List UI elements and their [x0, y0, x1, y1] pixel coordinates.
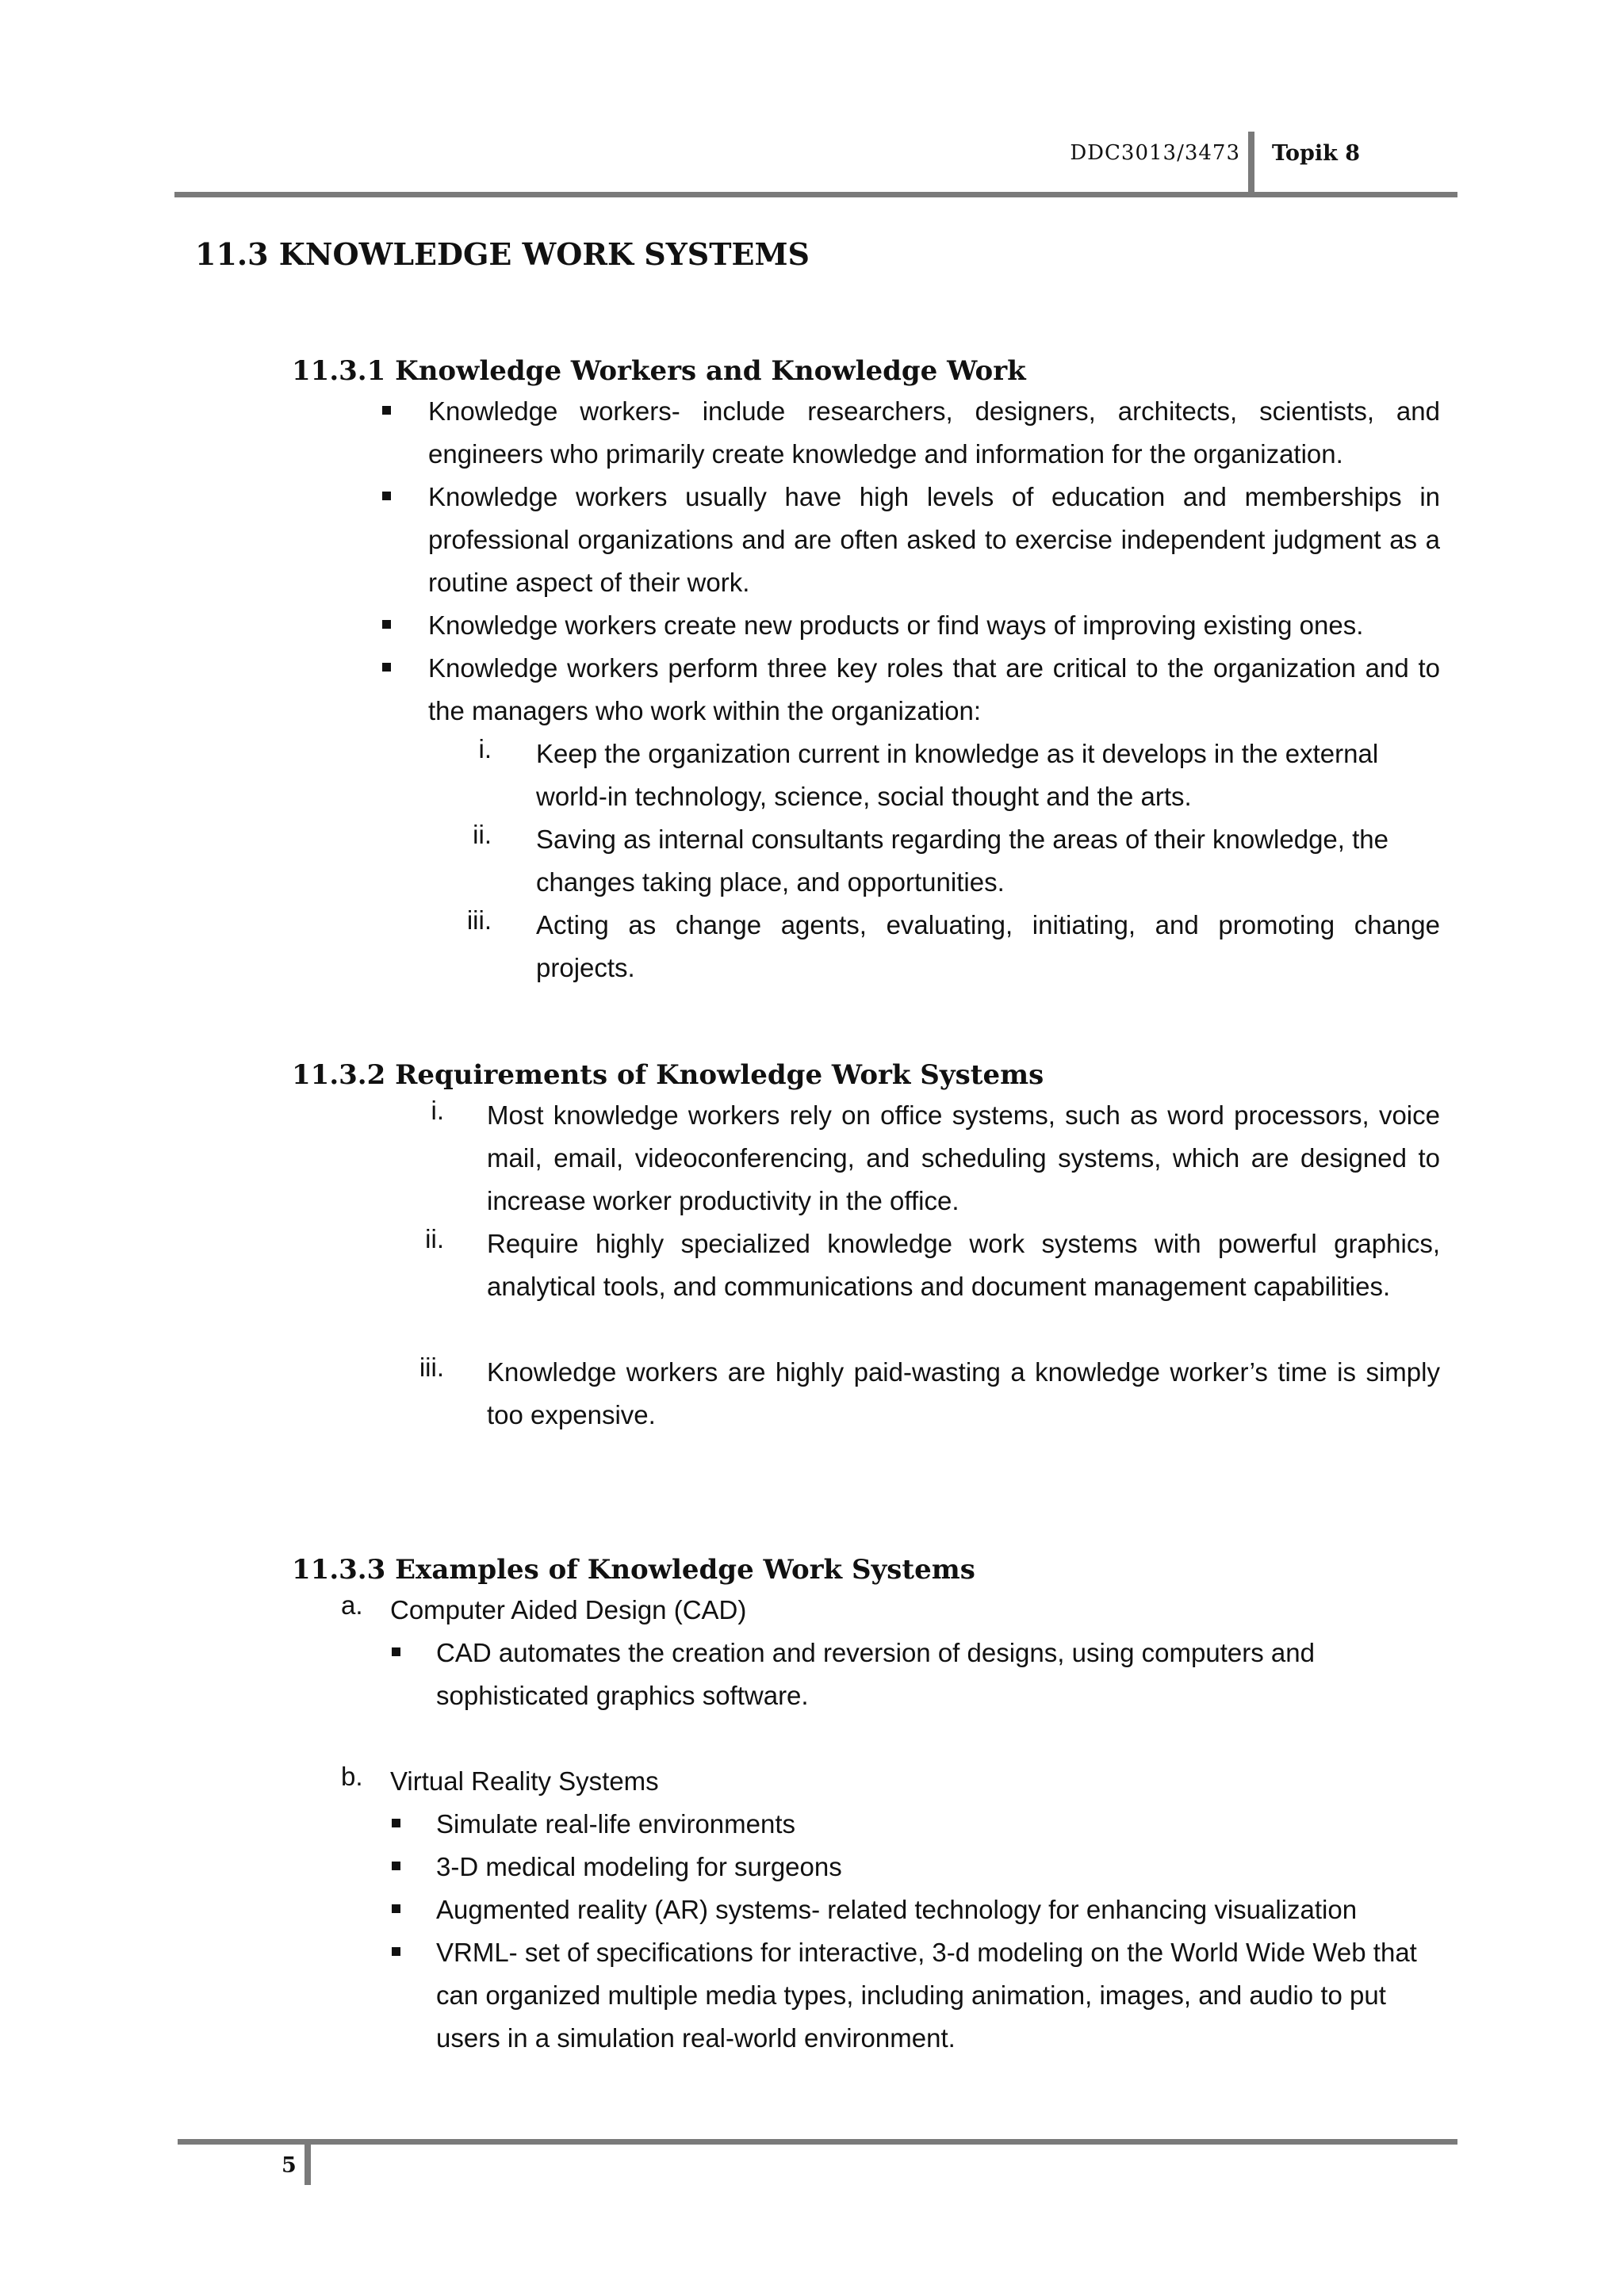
subsection-heading-knowledge-workers: 11.3.1 Knowledge Workers and Knowledge Work: [292, 355, 1026, 387]
header-divider: [1248, 132, 1254, 193]
bullet-marker: [392, 1947, 400, 1956]
bullet-item: Knowledge workers- include researchers, designers, architects, scientists, and engineers who primarily create knowledge and information for the organization.: [428, 396, 1440, 469]
role-item: Acting as change agents, evaluating, initiating, and promoting change projects.: [536, 910, 1440, 982]
alpha-marker: b.: [341, 1762, 363, 1791]
bullet-item: Knowledge workers perform three key roles that are critical to the organization and to the managers who work within the organization:: [428, 653, 1440, 725]
bullet-marker: [392, 1819, 400, 1827]
roman-marker: iii.: [466, 905, 492, 935]
bullet-item: 3-D medical modeling for surgeons: [436, 1852, 842, 1881]
bullet-item: Knowledge workers create new products or find ways of improving existing ones.: [428, 610, 1364, 640]
bullet-item: Augmented reality (AR) systems- related technology for enhancing visualization: [436, 1895, 1358, 1924]
bullet-marker: [382, 663, 391, 672]
roman-marker: ii.: [473, 820, 492, 849]
role-item: Keep the organization current in knowledge as it develops in the external world-in technology, science, social thought and the arts.: [536, 739, 1379, 811]
roman-marker: iii.: [419, 1353, 444, 1382]
requirement-item: Require highly specialized knowledge work systems with powerful graphics, analytical tools, and communications and document management capabilities.: [487, 1229, 1440, 1301]
requirement-item: Knowledge workers are highly paid-wasting a knowledge worker’s time is simply too expensive.: [487, 1357, 1440, 1429]
header-topic: Topik 8: [1272, 141, 1361, 166]
bullet-item: Simulate real-life environments: [436, 1809, 796, 1839]
roman-marker: i.: [478, 734, 492, 763]
bullet-marker: [392, 1904, 400, 1913]
requirement-item: Most knowledge workers rely on office systems, such as word processors, voice mail, email, videoconferencing, and scheduling systems, which are designed to increase worker productivity in the office.: [487, 1100, 1440, 1215]
bullet-marker: [392, 1647, 400, 1656]
role-item: Saving as internal consultants regarding the areas of their knowledge, the changes taking place, and opportunities.: [536, 825, 1388, 897]
roman-marker: i.: [431, 1096, 444, 1125]
header-rule: [174, 192, 1457, 197]
section-title: 11.3 KNOWLEDGE WORK SYSTEMS: [195, 236, 810, 272]
alpha-marker: a.: [341, 1590, 363, 1620]
roman-marker: ii.: [425, 1224, 444, 1253]
example-label-cad: Computer Aided Design (CAD): [390, 1595, 747, 1624]
bullet-item: CAD automates the creation and reversion of designs, using computers and sophisticated graphics software.: [436, 1638, 1315, 1710]
bullet-marker: [382, 406, 391, 415]
header-course-code: DDC3013/3473: [1070, 141, 1240, 165]
bullet-marker: [382, 492, 391, 500]
bullet-marker: [392, 1862, 400, 1870]
bullet-item: VRML- set of specifications for interactive, 3-d modeling on the World Wide Web that can organized multiple media types, including animation, images, and audio to put users in a simulation real-world environment.: [436, 1938, 1417, 2053]
bullet-item: Knowledge workers usually have high levels of education and memberships in professional organizations and are often asked to exercise independent judgment as a routine aspect of their work.: [428, 482, 1440, 597]
footer-divider: [304, 2139, 311, 2185]
footer-rule: [178, 2139, 1457, 2145]
bullet-marker: [382, 620, 391, 629]
page-number: 5: [282, 2153, 297, 2178]
subsection-heading-requirements: 11.3.2 Requirements of Knowledge Work Systems: [292, 1059, 1044, 1091]
example-label-vr: Virtual Reality Systems: [390, 1766, 659, 1796]
subsection-heading-examples: 11.3.3 Examples of Knowledge Work Systems: [292, 1554, 975, 1586]
